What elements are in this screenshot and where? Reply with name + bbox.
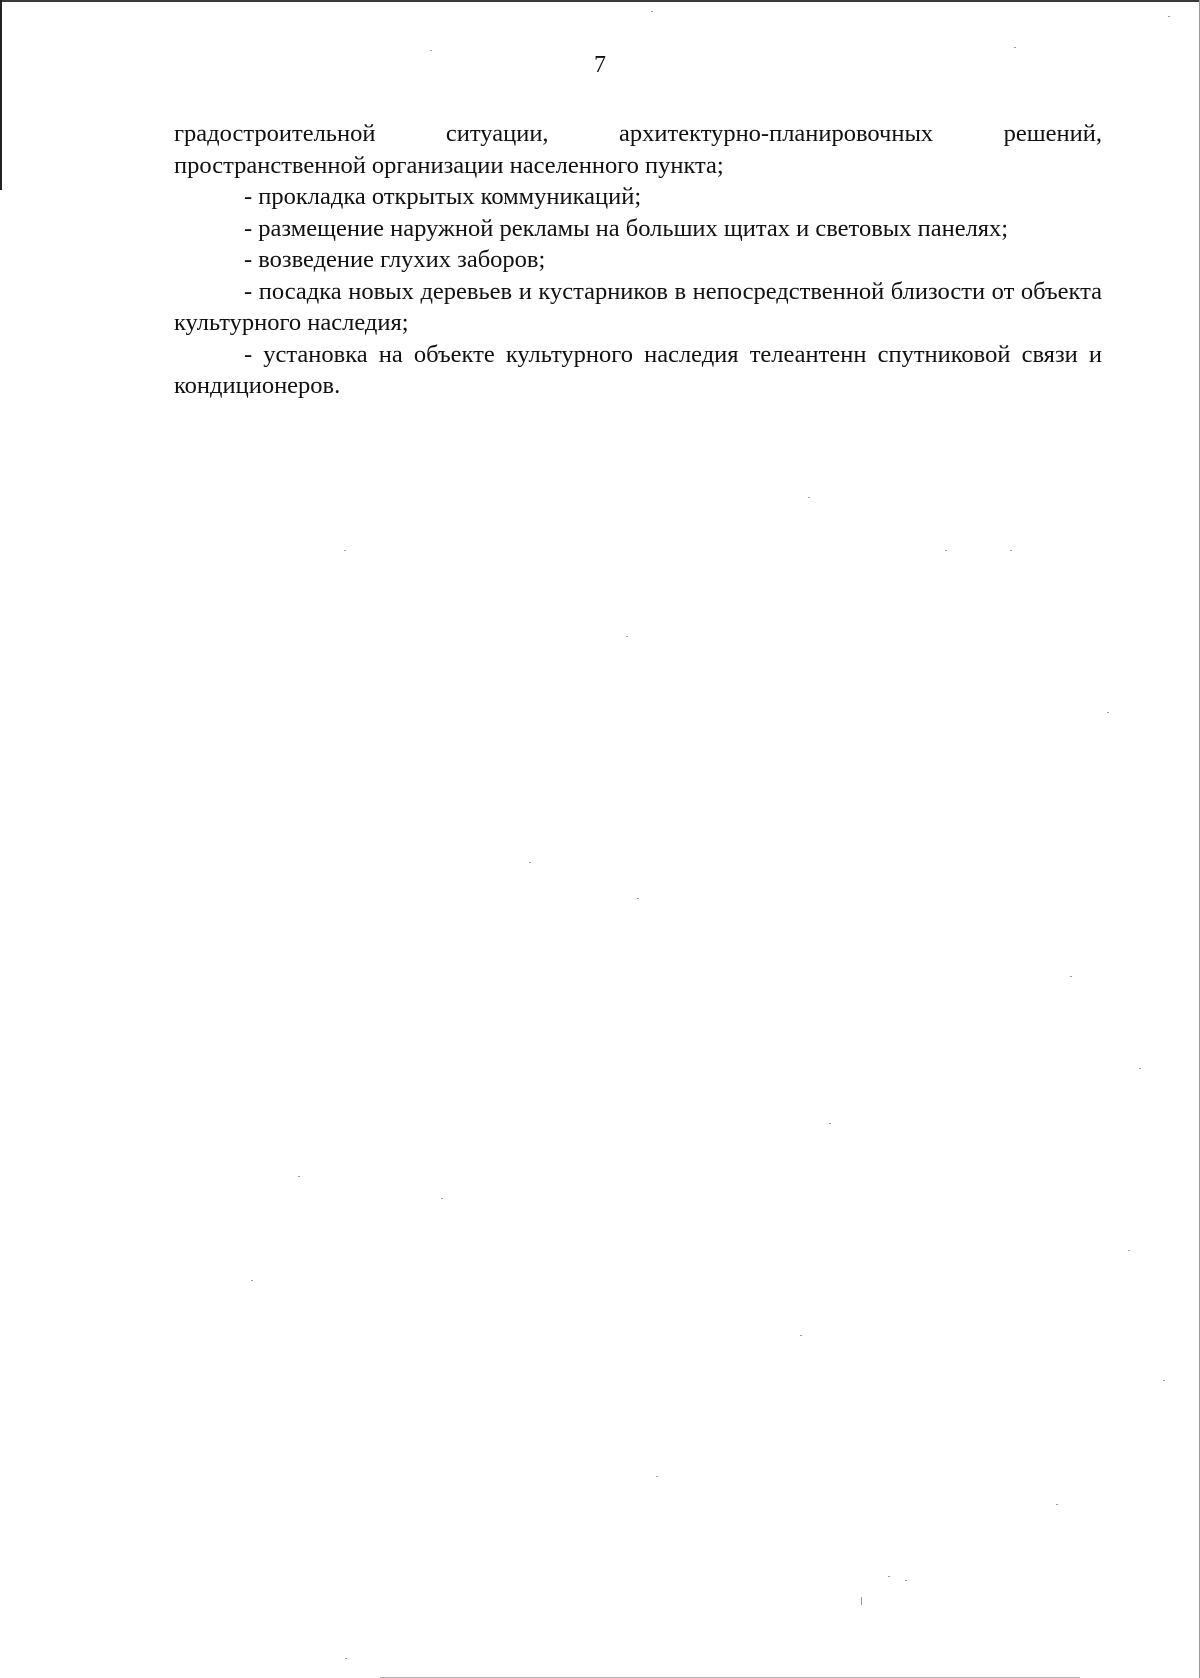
scan-speck (1010, 550, 1012, 551)
page-number: 7 (594, 52, 606, 78)
continuation-line-2: пространственной организации населенного пункта; (174, 151, 724, 179)
scan-speck (1107, 712, 1109, 713)
scan-speck (651, 11, 653, 12)
scan-speck (345, 1658, 347, 1659)
list-item: - посадка новых деревьев и кустарников в непосредственной близости от объекта культурного наследия; (174, 277, 1102, 336)
scan-speck (637, 898, 639, 899)
list-item: - прокладка открытых коммуникаций; (244, 183, 642, 210)
continuation-line-1: градостроительной ситуации, архитектурно-планировочных решений, (174, 120, 1102, 147)
scan-speck (298, 1176, 300, 1177)
scan-speck (626, 636, 628, 637)
scan-speck (251, 1280, 253, 1281)
scan-speck (800, 1335, 802, 1336)
scan-speck (344, 550, 346, 551)
scan-speck (829, 1123, 831, 1124)
scan-speck (905, 1580, 907, 1581)
scan-speck (1014, 47, 1016, 48)
scan-speck (1128, 1250, 1130, 1251)
scan-speck (1070, 976, 1072, 977)
list-item: - размещение наружной рекламы на больших щитах и световых панелях; (244, 214, 1009, 242)
scan-left-edge (0, 0, 2, 190)
document-body (174, 118, 1102, 402)
continuation-paragraph (174, 118, 1102, 181)
scan-speck (808, 497, 810, 498)
scan-speck (1139, 1068, 1141, 1069)
scan-speck (1163, 1380, 1165, 1381)
list-item: - установка на объекте культурного наследия телеантенн спутниковой связи и кондиционеров. (174, 340, 1102, 399)
scan-speck (1056, 1504, 1058, 1505)
list-item: - возведение глухих заборов; (244, 246, 546, 273)
scan-speck (888, 1576, 890, 1577)
scan-speck (529, 862, 531, 863)
scan-speck (1168, 16, 1170, 17)
scan-speck (945, 550, 947, 551)
scan-speck (861, 1597, 862, 1605)
scan-speck (656, 1476, 658, 1477)
scan-top-edge (0, 0, 1200, 2)
scan-speck (441, 1198, 443, 1199)
